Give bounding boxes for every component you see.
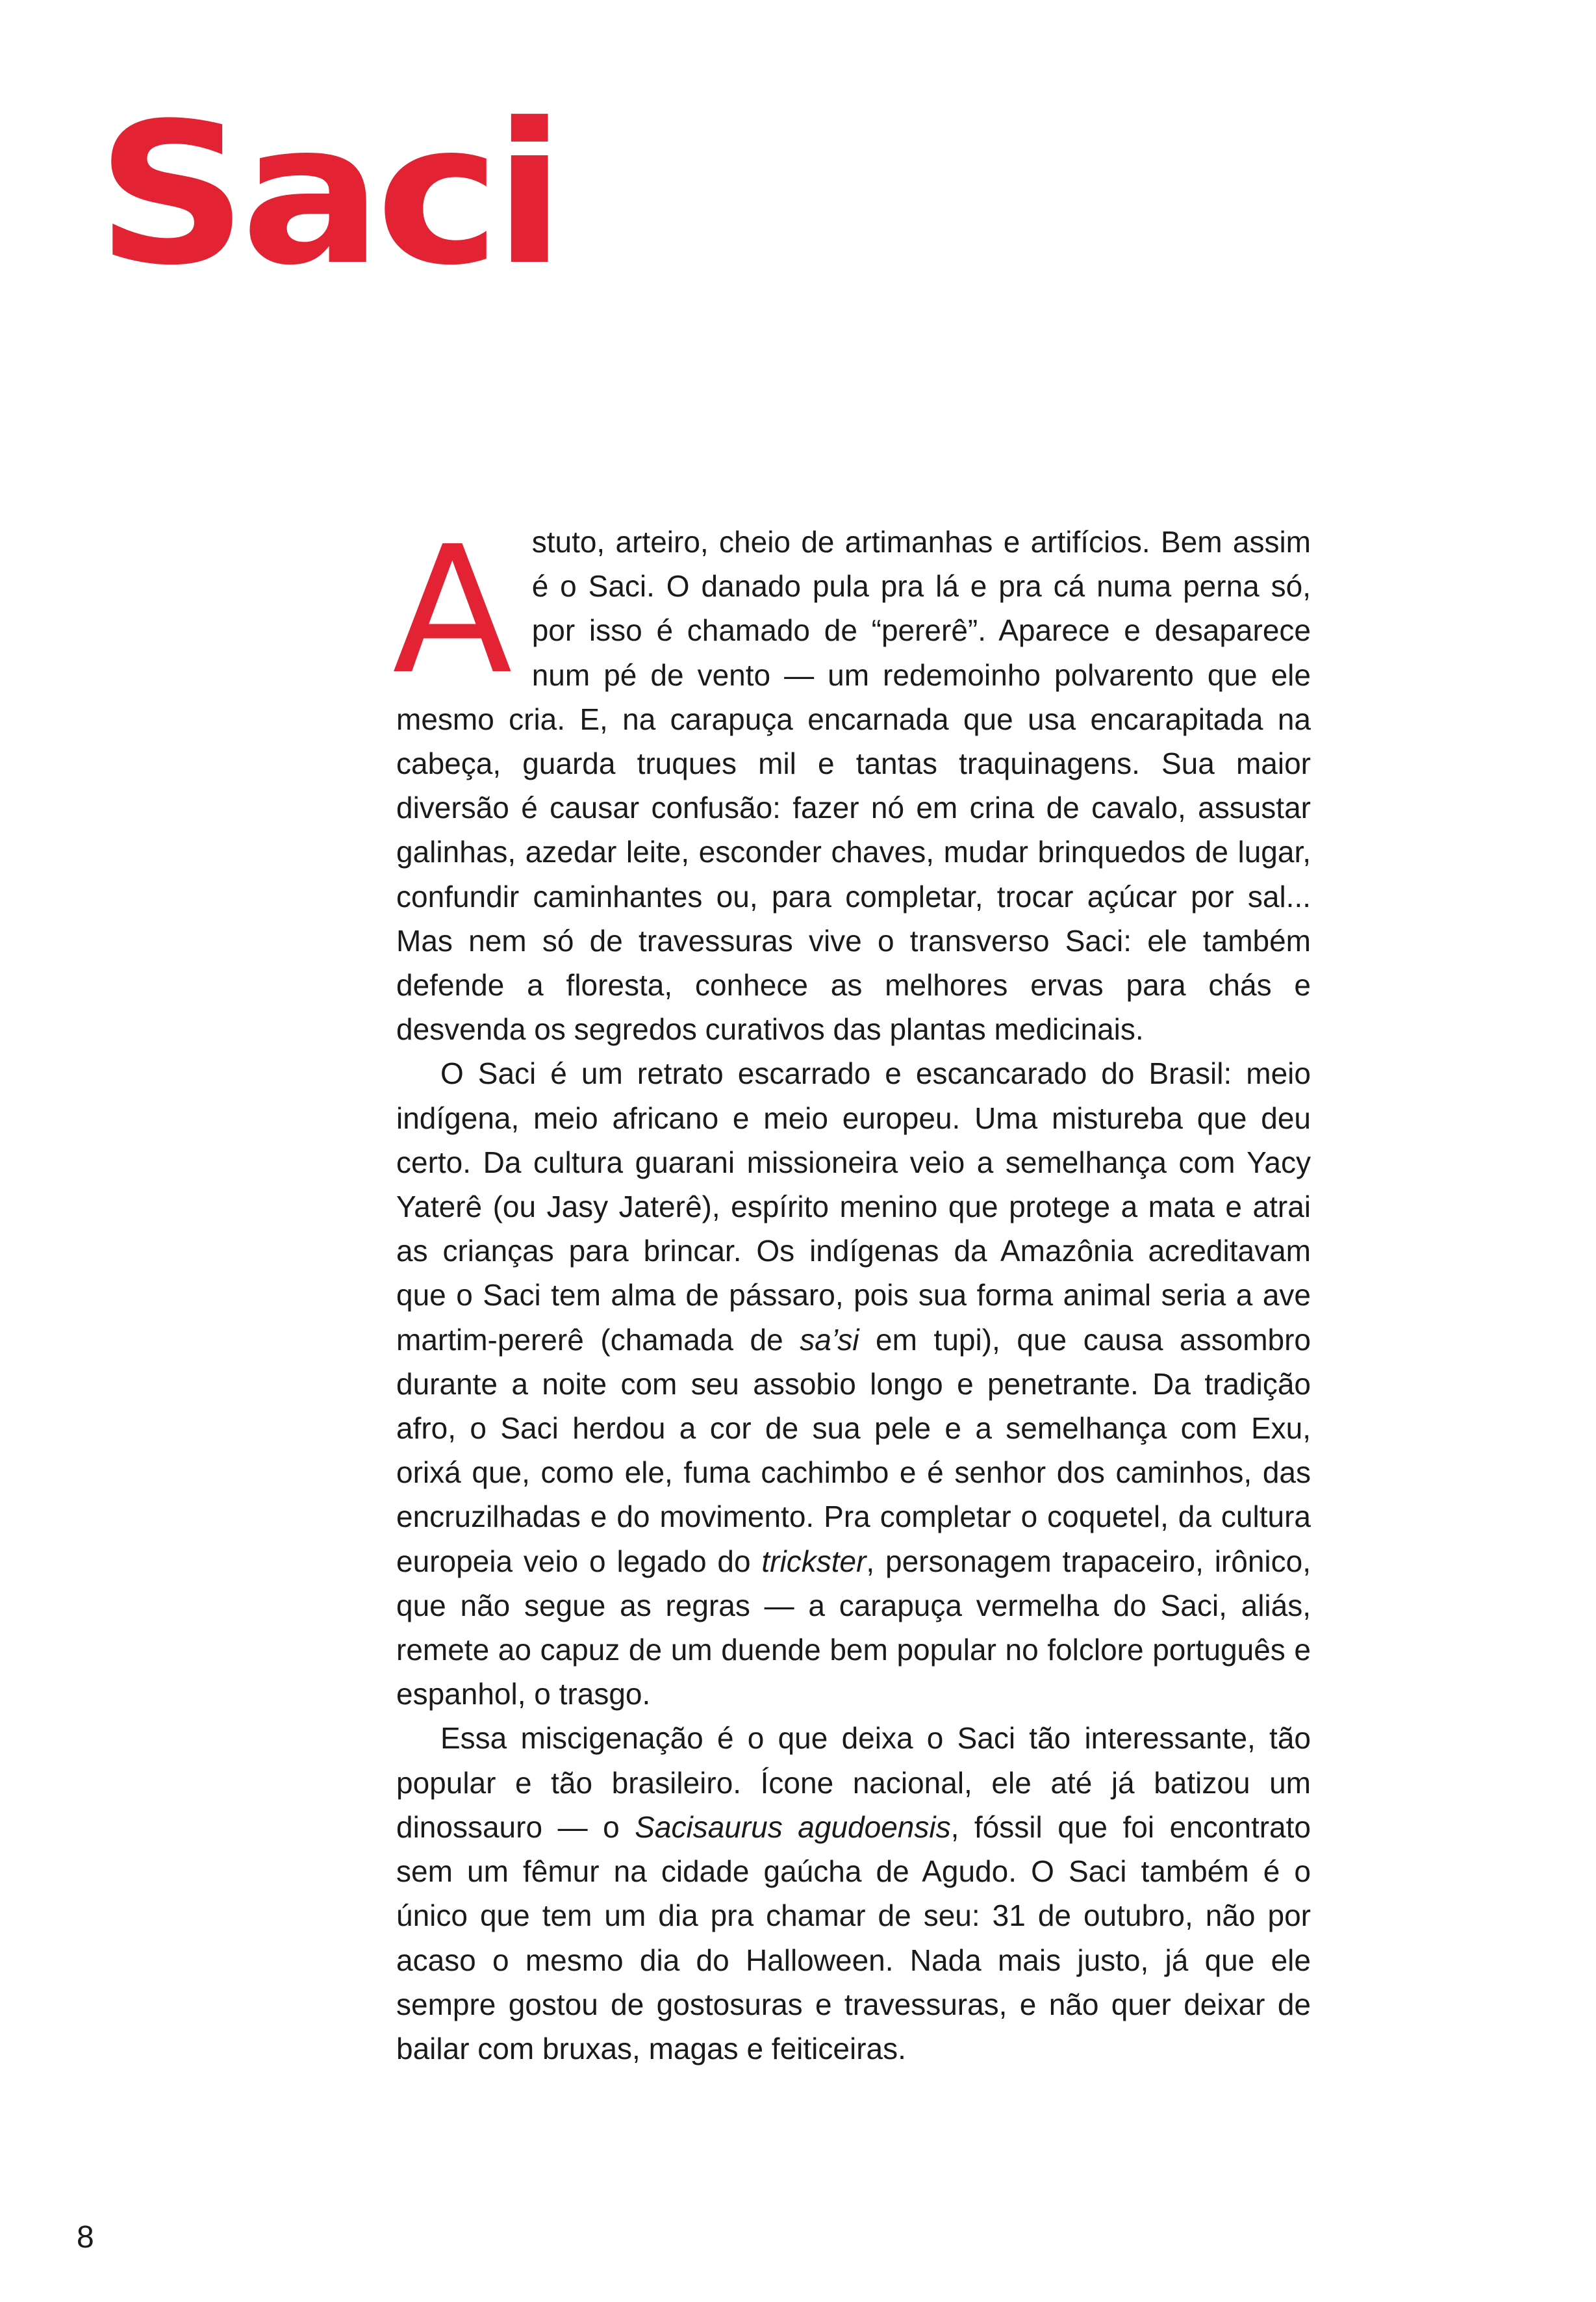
paragraph-2-text-a: O Saci é um retrato escarrado e escancarado do Brasil: meio indígena, meio africano e meio europeu. Uma mistureba que deu certo. Da cultura guarani missioneira veio a semelhança com Yacy Yaterê (ou Jasy Jaterê), espírito menino que protege a mata e atrai as crianças para brincar. Os indígenas da Amazônia acreditavam que o Saci tem alma de pássaro, pois sua forma animal seria a ave martim-pererê (chamada de <box>396 1056 1311 1357</box>
paragraph-2-italic-trickster: trickster <box>761 1544 867 1578</box>
paragraph-1-text: stuto, arteiro, cheio de artimanhas e artifícios. Bem assim é o Saci. O danado pula pra lá e pra cá numa perna só, por isso é chamado de “pererê”. Aparece e desaparece num pé de vento — um redemoinho polvarento que ele mesmo cria. E, na carapuça encarnada que usa encarapitada na cabeça, guarda truques mil e tantas traquinagens. Sua maior diversão é causar confusão: fazer nó em crina de cavalo, assustar galinhas, azedar leite, esconder chaves, mudar brinquedos de lugar, confundir caminhantes ou, para completar, trocar açúcar por sal... Mas nem só de travessuras vive o transverso Saci: ele também defende a floresta, conhece as melhores ervas para chás e desvenda os segredos curativos das plantas medicinais. <box>396 525 1311 1047</box>
paragraph-3-text-a: Essa miscigenação é o que deixa o Saci tão interessante, tão popular e tão brasileiro. Ícone nacional, ele até já batizou um dinossauro — o <box>396 1721 1311 1844</box>
paragraph-3 <box>396 1716 1311 2071</box>
paragraph-2-italic-sasi: sa’si <box>800 1322 859 1357</box>
page-title: Saci <box>96 81 559 308</box>
article-body <box>392 508 1311 2071</box>
paragraph-1 <box>392 508 1311 1051</box>
drop-cap: A <box>392 508 513 713</box>
page-number: 8 <box>77 2220 94 2255</box>
paragraph-2-text-b: em tupi), que causa assombro durante a noite com seu assobio longo e penetrante. Da tradição afro, o Saci herdou a cor de sua pele e a semelhança com Exu, orixá que, como ele, fuma cachimbo e é senhor dos caminhos, das encruzilhadas e do movimento. Pra completar o coquetel, da cultura europeia veio o legado do <box>396 1322 1311 1578</box>
paragraph-3-italic-species: Sacisaurus agudoensis <box>635 1810 951 1844</box>
paragraph-2 <box>396 1051 1311 1716</box>
paragraph-3-text-b: , fóssil que foi encontrato sem um fêmur na cidade gaúcha de Agudo. O Saci também é o único que tem um dia pra chamar de seu: 31 de outubro, não por acaso o mesmo dia do Halloween. Nada mais justo, já que ele sempre gostou de gostosuras e travessuras, e não quer deixar de bailar com bruxas, magas e feiticeiras. <box>396 1810 1311 2065</box>
paragraph-2-text-c: , personagem trapaceiro, irônico, que não segue as regras — a carapuça vermelha do Saci, aliás, remete ao capuz de um duende bem popular no folclore português e espanhol, o trasgo. <box>396 1544 1311 1711</box>
